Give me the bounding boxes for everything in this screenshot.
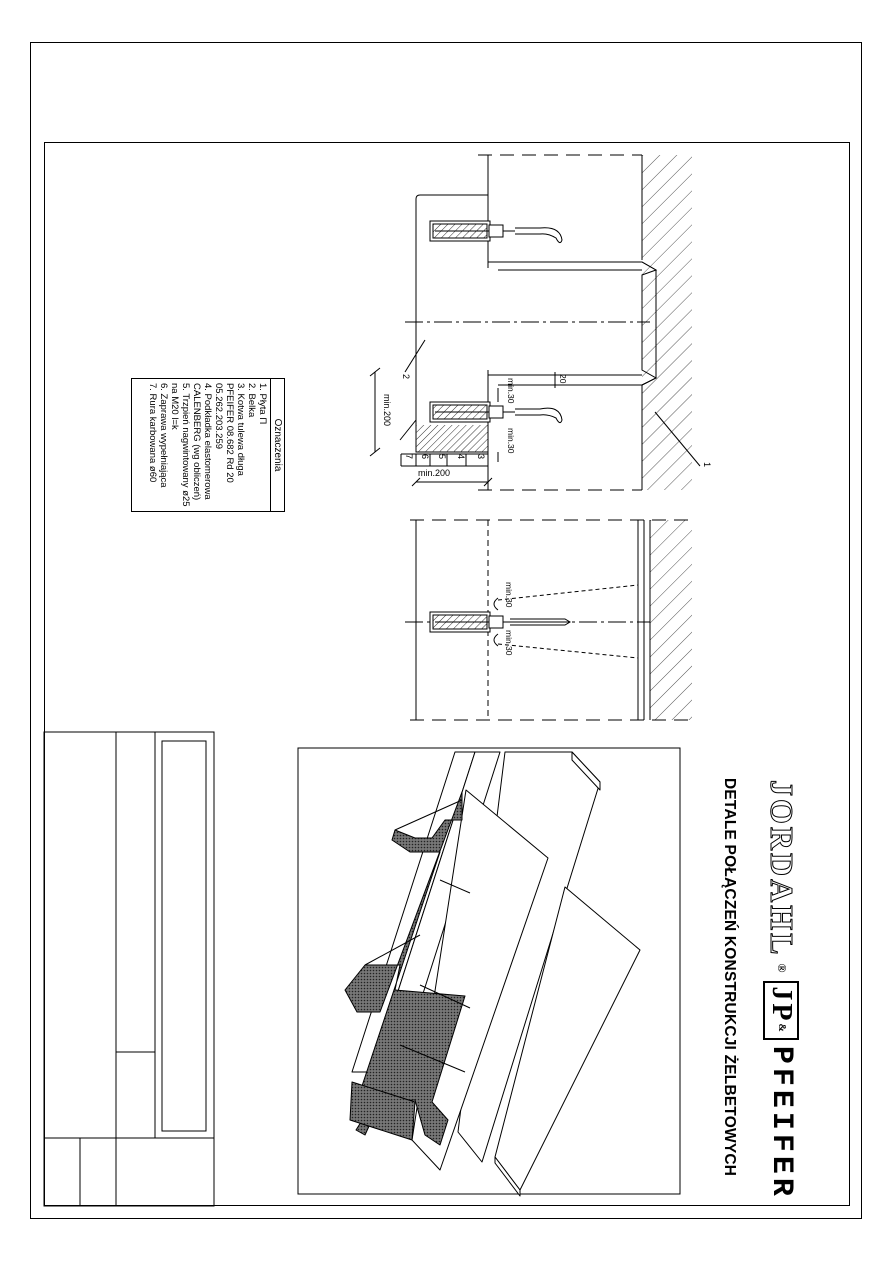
- brand-registered: ®: [775, 963, 789, 976]
- dim-min30-3: min.30: [504, 582, 514, 608]
- legend-list: [145, 379, 270, 511]
- iso-view: [345, 752, 640, 1196]
- callout-4: 4: [456, 454, 466, 460]
- dim-min30-4: min.30: [504, 630, 514, 656]
- legend-item: 5. Trzpień nagwintowany ø25: [180, 383, 191, 507]
- legend-item: 4. Podkładka elastomerowa: [202, 383, 213, 500]
- legend-item: 7. Rura karbowana ø60: [147, 383, 158, 483]
- legend-item: 2. Belka: [246, 383, 257, 418]
- dim-min30-1: min.30: [506, 378, 516, 404]
- brand-name-right: PFEIFER: [764, 1045, 799, 1200]
- callout-1: 1: [702, 462, 712, 468]
- brand-mark-letters: JP: [766, 986, 798, 1024]
- dim-min30-2: min.30: [506, 428, 516, 454]
- brand-name-left: JORDAHL: [764, 780, 800, 958]
- callout-3: 3: [476, 454, 486, 460]
- drawing-title: DETALE POŁĄCZEŃ KONSTRUKCJI ŻELBETOWYCH: [721, 778, 738, 1177]
- legend-heading: Oznaczenia: [270, 379, 284, 511]
- legend-item: 3. Kotwa tulewa długa: [235, 383, 246, 476]
- legend-item: 1. Płyta Π: [257, 383, 268, 425]
- section-upper: [370, 155, 700, 490]
- brand-mark: [764, 981, 800, 1039]
- section-lower: [405, 520, 692, 720]
- dim-min200-vertical: min.200: [382, 394, 392, 427]
- callout-2: 2: [401, 374, 411, 380]
- brand-mark-amp: &: [776, 1023, 788, 1035]
- callout-5: 5: [437, 454, 447, 460]
- legend: [131, 378, 285, 512]
- callout-7: 7: [404, 454, 414, 460]
- legend-item: 05.262.203.259: [213, 383, 224, 450]
- brand-logo: [763, 780, 800, 1200]
- dim-20: 20: [558, 374, 568, 384]
- dim-min200-horizontal: min.200: [418, 468, 451, 478]
- title-block: [44, 732, 214, 1206]
- legend-item: CALENBERG (wg obliczeń): [191, 383, 202, 501]
- callout-6: 6: [420, 454, 430, 460]
- legend-item: 6. Zaprawa wypełniająca: [158, 383, 169, 488]
- legend-item: na M20 l=k: [169, 383, 180, 430]
- legend-item: PFEIFER 08.682 Rd 20: [224, 383, 235, 483]
